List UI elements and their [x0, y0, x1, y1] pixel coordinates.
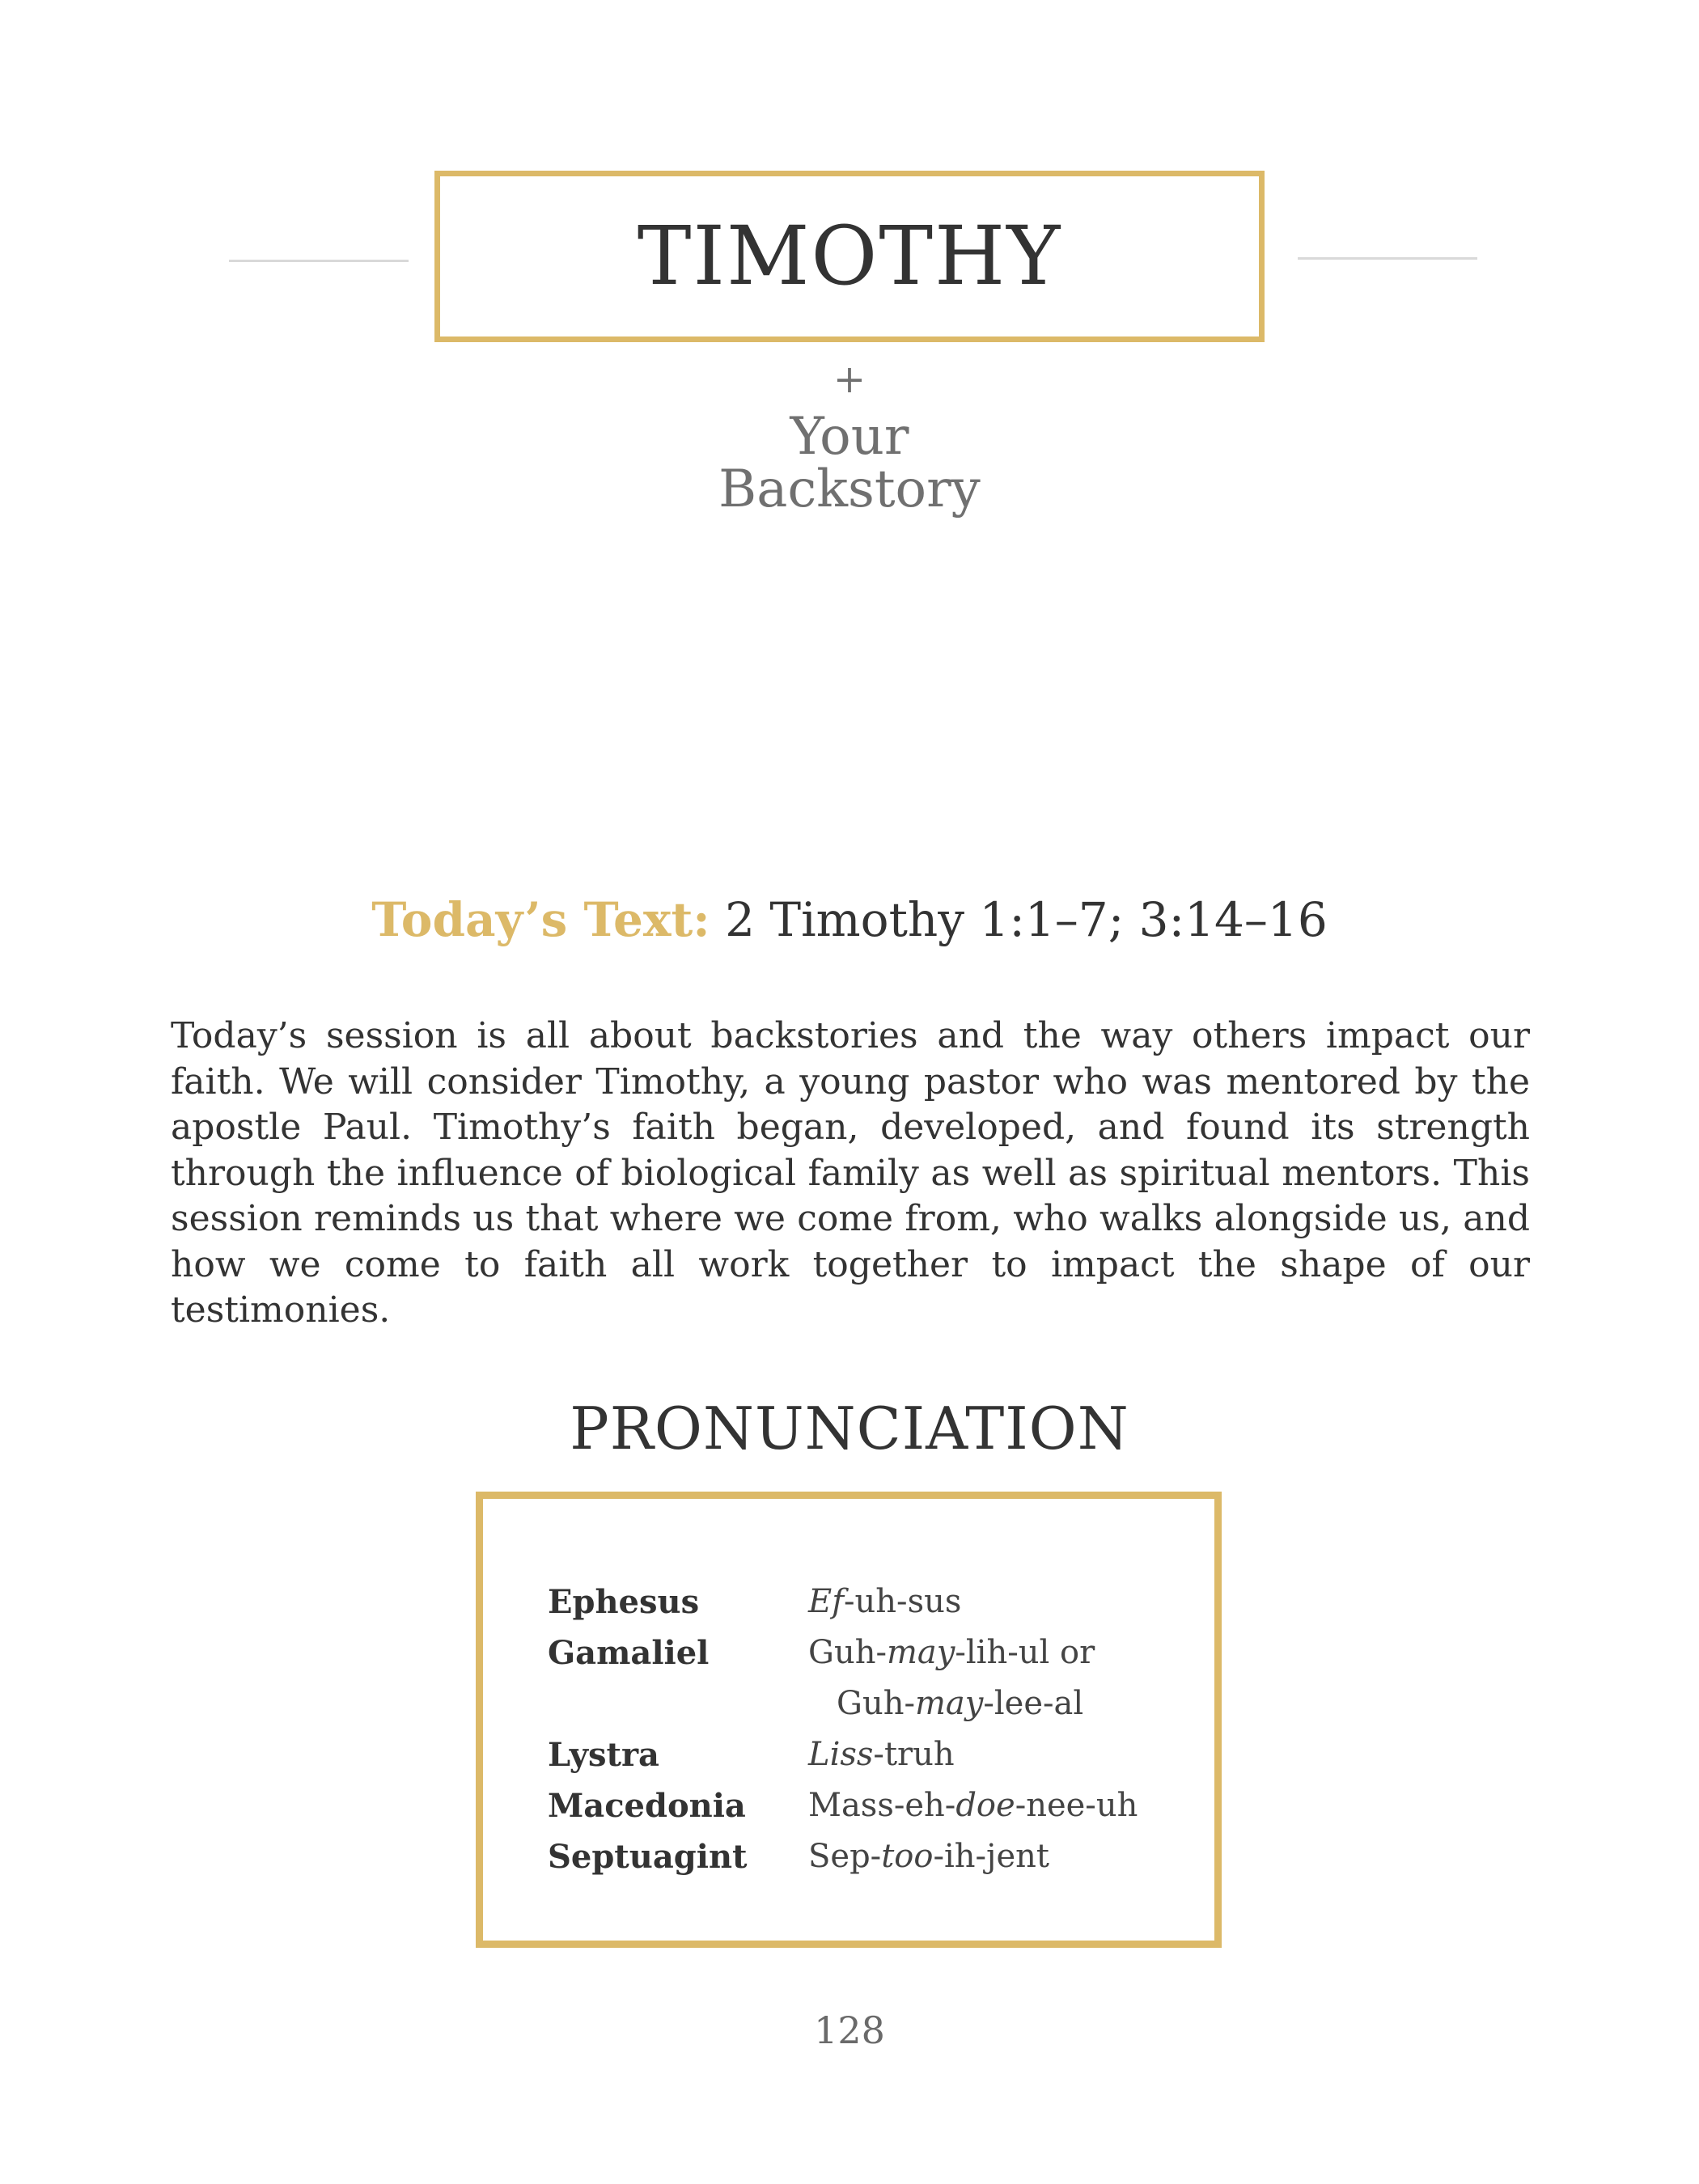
todays-text-reference: 2 Timothy 1:1–7; 3:14–16	[725, 892, 1328, 947]
todays-text-label: Today’s Text:	[371, 892, 710, 947]
pronunciation-guide: Mass-eh-doe-nee-uh	[808, 1787, 1138, 1824]
subtitle-plus: +	[833, 357, 866, 402]
pronunciation-box	[476, 1492, 1222, 1948]
pronunciation-word: Septuagint	[548, 1838, 748, 1876]
pronunciation-list	[548, 1577, 1163, 1882]
pronunciation-row	[548, 1831, 1163, 1882]
pronunciation-word: Lystra	[548, 1736, 659, 1774]
pronunciation-row	[548, 1627, 1163, 1678]
subtitle-line-1: Your	[790, 407, 909, 467]
pronunciation-word: Ephesus	[548, 1583, 700, 1621]
pronunciation-word: Gamaliel	[548, 1634, 710, 1672]
title-rule-left	[229, 260, 409, 262]
pronunciation-word: Macedonia	[548, 1787, 746, 1825]
title-rule-right	[1298, 257, 1477, 260]
page-number: 128	[814, 2008, 885, 2052]
todays-text	[0, 892, 1699, 949]
pronunciation-guide: Liss-truh	[808, 1736, 955, 1773]
pronunciation-row	[548, 1780, 1163, 1831]
pronunciation-guide: Guh-may-lih-ul or	[808, 1634, 1095, 1671]
pronunciation-row	[548, 1577, 1163, 1627]
pronunciation-row-continued	[548, 1678, 1163, 1729]
pronunciation-row	[548, 1729, 1163, 1780]
pronunciation-guide: Ef-uh-sus	[808, 1583, 962, 1620]
pronunciation-heading: PRONUNCIATION	[570, 1395, 1129, 1462]
intro-paragraph: Today’s session is all about backstories and the way others impact our faith. We will consider Timothy, a young pastor who was mentored by the apostle Paul. Timothy’s faith began, developed, and found its strength through the influence of biological family as well as spiritual mentors. This session reminds us that where we come from, who walks alongside us, and how we come to faith all work together to impact the shape of our testimonies.	[171, 1015, 1530, 1331]
pronunciation-guide: Sep-too-ih-jent	[808, 1838, 1049, 1875]
page-title: TIMOTHY	[637, 209, 1062, 303]
subtitle-line-2: Backstory	[718, 459, 981, 519]
title-box	[434, 171, 1265, 342]
pronunciation-guide: Guh-may-lee-al	[837, 1685, 1084, 1722]
